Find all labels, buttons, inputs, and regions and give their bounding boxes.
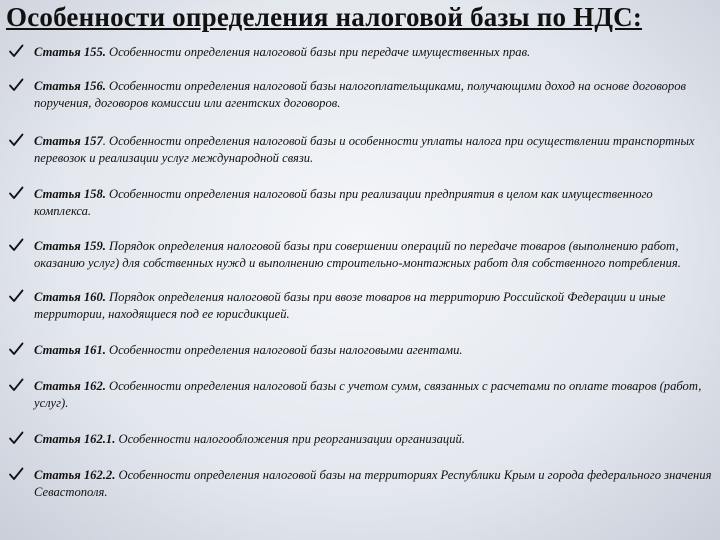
article-number: Статья 156. <box>34 79 106 93</box>
article-list <box>8 44 712 501</box>
checkmark-icon <box>8 430 24 446</box>
checkmark-icon <box>8 377 24 393</box>
checkmark-icon <box>8 185 24 201</box>
article-number: Статья 161. <box>34 343 106 357</box>
checkmark-icon <box>8 288 24 304</box>
list-item <box>8 133 712 167</box>
article-text: Особенности определения налоговой базы при передаче имущественных прав. <box>105 45 531 59</box>
list-item <box>8 44 712 61</box>
article-number: Статья 162. <box>34 379 106 393</box>
article-text: Порядок определения налоговой базы при ввозе товаров на территорию Российской Федерации и иные территории, находящиеся под ее юрисдикцией. <box>34 290 666 321</box>
article-number: Статья 158. <box>34 187 106 201</box>
list-item <box>8 378 712 412</box>
article-number: Статья 160. <box>34 290 106 304</box>
article-text: Особенности определения налоговой базы при реализации предприятия в целом как имущественного комплекса. <box>34 187 653 218</box>
slide-title: Особенности определения налоговой базы по НДС: <box>6 2 643 32</box>
checkmark-icon <box>8 77 24 93</box>
article-text: . Особенности определения налоговой базы и особенности уплаты налога при осуществлении транспортных перевозок и реализации услуг международной связи. <box>34 134 695 165</box>
list-item <box>8 238 712 272</box>
list-item <box>8 78 712 112</box>
article-text: Порядок определения налоговой базы при совершении операций по передаче товаров (выполнению работ, оказанию услуг) для собственных нужд и выполнению строительно-монтажных работ для собственного потребления. <box>34 239 681 270</box>
checkmark-icon <box>8 466 24 482</box>
list-item <box>8 467 712 501</box>
article-text: Особенности определения налоговой базы на территориях Республики Крым и города федерального значения Севастополя. <box>34 468 712 499</box>
article-text: Особенности определения налоговой базы налогоплательщиками, получающими доход на основе договоров поручения, договоров комиссии или агентских договоров. <box>34 79 686 110</box>
list-item <box>8 186 712 220</box>
article-text: Особенности определения налоговой базы налоговыми агентами. <box>105 343 463 357</box>
article-number: Статья 162.2. <box>34 468 116 482</box>
checkmark-icon <box>8 237 24 253</box>
article-number: Статья 162.1. <box>34 432 116 446</box>
list-item <box>8 431 712 448</box>
article-number: Статья 159. <box>34 239 106 253</box>
article-text: Особенности определения налоговой базы с учетом сумм, связанных с расчетами по оплате товаров (работ, услуг). <box>34 379 702 410</box>
article-number: Статья 155. <box>34 45 106 59</box>
article-number: Статья 157 <box>34 134 103 148</box>
checkmark-icon <box>8 43 24 59</box>
list-item <box>8 342 712 359</box>
list-item <box>8 289 712 323</box>
checkmark-icon <box>8 341 24 357</box>
article-text: Особенности налогообложения при реорганизации организаций. <box>115 432 465 446</box>
checkmark-icon <box>8 132 24 148</box>
